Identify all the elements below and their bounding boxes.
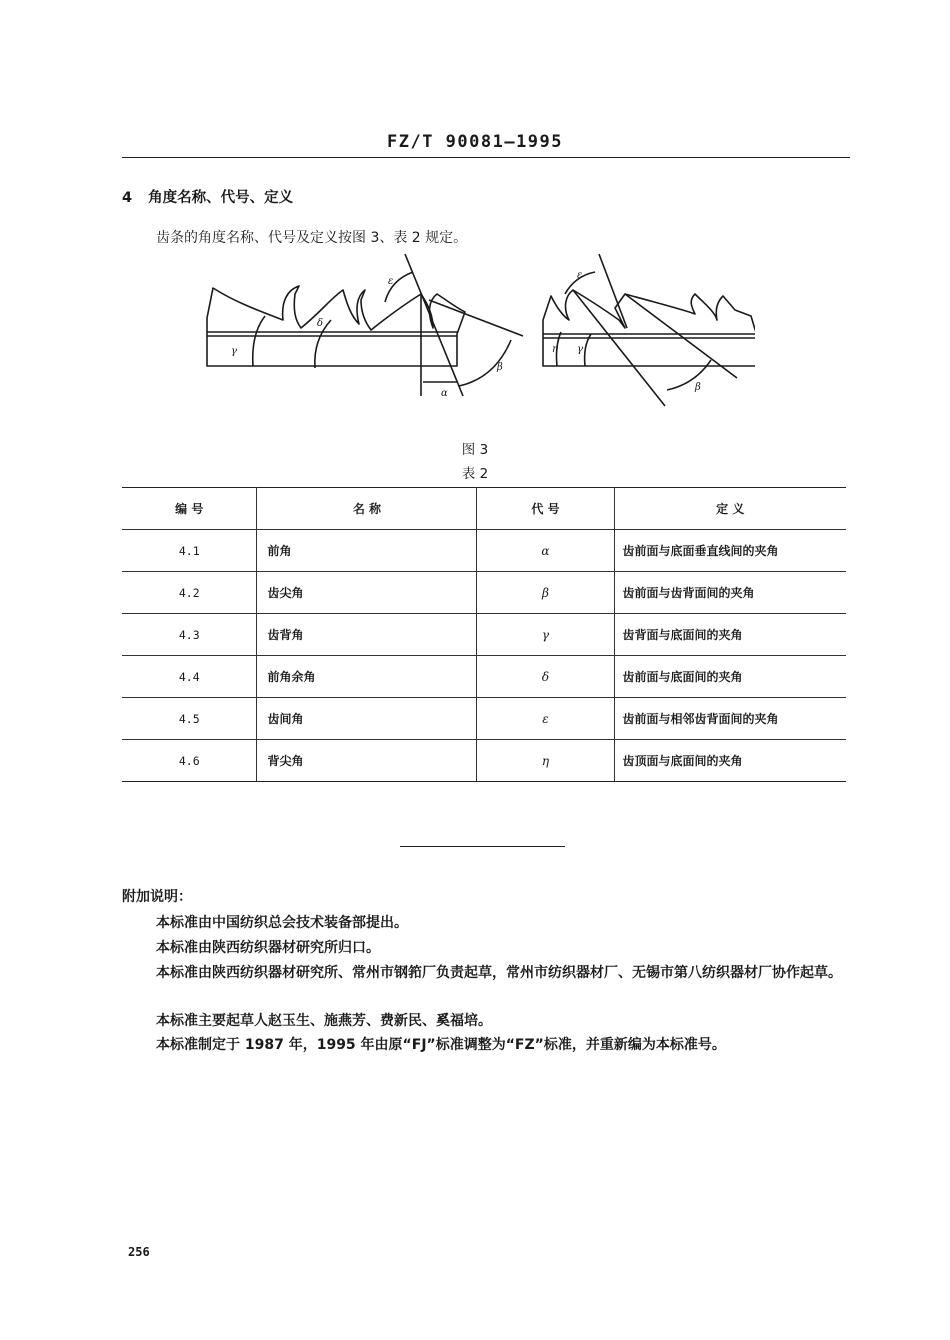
standard-code-header: FZ/T 90081—1995: [386, 132, 564, 152]
left-rack-outline: [207, 286, 465, 366]
row-id: 4.1: [122, 530, 257, 572]
note-line: 本标准由陕西纺织器材研究所、常州市钢筘厂负责起草，常州市纺织器材厂、无锡市第八纺织器材厂协作起草。: [156, 965, 842, 981]
right-label-gamma: γ: [577, 344, 583, 355]
row-id: 4.2: [122, 572, 257, 614]
row-id: 4.5: [122, 698, 257, 740]
row-definition: 齿背面与底面间的夹角: [614, 614, 846, 656]
left-label-delta: δ: [317, 318, 324, 329]
row-code: δ: [477, 656, 614, 698]
header-definition: 定 义: [614, 488, 846, 530]
left-label-epsilon: ε: [388, 276, 394, 287]
table-row: [122, 572, 846, 614]
right-beta-arc: [667, 360, 711, 390]
row-definition: 齿顶面与底面间的夹角: [614, 740, 846, 782]
row-name: 背尖角: [257, 740, 477, 782]
section-heading: [122, 186, 293, 207]
row-name: 前角: [257, 530, 477, 572]
row-code: ε: [477, 698, 614, 740]
row-name: 齿尖角: [257, 572, 477, 614]
table-row: [122, 698, 846, 740]
section-number: 4: [122, 190, 133, 206]
row-id: 4.4: [122, 656, 257, 698]
row-id: 4.3: [122, 614, 257, 656]
left-label-gamma: γ: [231, 346, 237, 357]
right-label-eta: η: [552, 344, 558, 355]
row-name: 前角余角: [257, 656, 477, 698]
end-rule: [400, 846, 565, 847]
left-front-face-line: [405, 254, 463, 396]
notes-title: 附加说明：: [122, 889, 192, 905]
note-line: 本标准由中国纺织总会技术装备部提出。: [156, 915, 408, 931]
header-number: 编 号: [122, 488, 257, 530]
left-gamma-arc: [253, 316, 265, 366]
right-label-beta: β: [695, 382, 701, 393]
table-row: [122, 530, 846, 572]
table-row: [122, 656, 846, 698]
right-rack-outline: [543, 290, 755, 366]
left-label-alpha: α: [441, 388, 448, 399]
right-top-line: [599, 254, 627, 328]
row-name: 齿间角: [257, 698, 477, 740]
note-line: 本标准由陕西纺织器材研究所归口。: [156, 940, 380, 956]
row-code: γ: [477, 614, 614, 656]
header-name: 名 称: [257, 488, 477, 530]
angle-definition-table: [122, 487, 846, 782]
row-definition: 齿前面与相邻齿背面间的夹角: [614, 698, 846, 740]
row-code: β: [477, 572, 614, 614]
left-label-beta: β: [497, 362, 503, 373]
table-caption: 表 2: [461, 466, 489, 482]
section-title: 角度名称、代号、定义: [148, 190, 294, 206]
row-code: α: [477, 530, 614, 572]
row-definition: 齿前面与底面间的夹角: [614, 656, 846, 698]
row-definition: 齿前面与齿背面间的夹角: [614, 572, 846, 614]
row-name: 齿背角: [257, 614, 477, 656]
figure-caption: 图 3: [461, 442, 489, 458]
rack-tooth-angle-figure: [195, 250, 755, 410]
row-definition: 齿前面与底面垂直线间的夹角: [614, 530, 846, 572]
left-beta-arc: [459, 340, 511, 386]
left-back-face-line: [429, 300, 523, 336]
page-number: 256: [128, 1245, 150, 1259]
table-row: [122, 740, 846, 782]
row-code: η: [477, 740, 614, 782]
row-id: 4.6: [122, 740, 257, 782]
table-row: [122, 614, 846, 656]
intro-paragraph: 齿条的角度名称、代号及定义按图 3、表 2 规定。: [156, 230, 468, 246]
note-line: 本标准主要起草人赵玉生、施燕芳、费新民、奚福培。: [156, 1013, 492, 1029]
right-label-epsilon: ε: [577, 270, 583, 281]
note-line: 本标准制定于 1987 年，1995 年由原“FJ”标准调整为“FZ”标准，并重新编为本标准号。: [156, 1037, 726, 1053]
header-code: 代 号: [477, 488, 614, 530]
table-header-row: [122, 488, 846, 530]
header-rule: [122, 157, 850, 158]
